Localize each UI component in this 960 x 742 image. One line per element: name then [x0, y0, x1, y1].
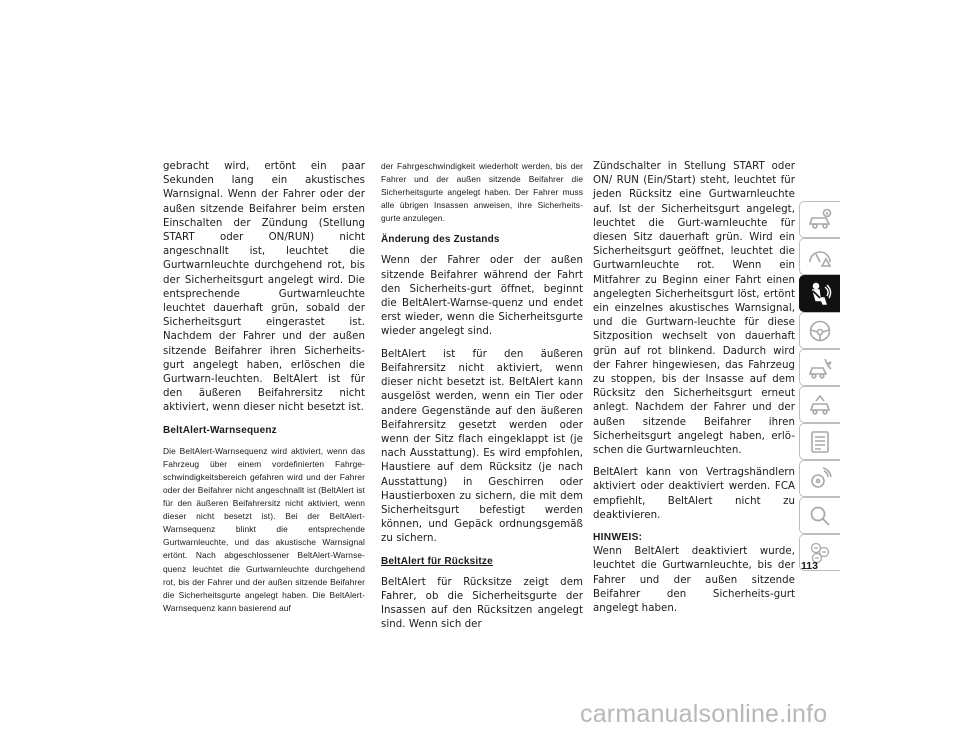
paragraph: Die BeltAlert-Warnsequenz wird aktiviert, wenn das Fahrzeug über einem vordefinierten Fahrge-schwindigkeitsbereich gefahren wird und der Fahrer oder der Beifahrer nicht angeschnallt ist (BeltAlert ist für den äußeren Beifahrersitz nicht aktiviert, wenn dieser nicht besetzt ist). Bei der BeltAlert-Warnsequenz blinkt die entsprechende Gurtwarnleuchte, und das akustische Warnsignal ertönt. Nach abgeschlossener BeltAlert-Warnse-quenz leuchtet die Gurtwarnleuchte durchgehend rot, bis der Fahrer und der außen sitzende Beifahrer die Sicherheitsgurte angelegt haben. Die BeltAlert-Warnsequenz kann basierend auf: [163, 445, 365, 613]
text-column-right: [593, 160, 795, 624]
steering-wheel-icon: [807, 318, 833, 344]
tab-dashboard[interactable]: [799, 238, 840, 275]
text-column-middle: [381, 160, 583, 640]
section-heading: Änderung des Zustands: [381, 234, 500, 246]
paragraph: BeltAlert ist für den äußeren Beifahrersitz nicht aktiviert, wenn dieser nicht besetzt ist. BeltAlert kann ausgelöst werden, wenn ein Tier oder andere Gegenstände auf den äußeren Beifahrersitz gesetzt werden oder wenn der Sitz flach eingeklappt ist (je nach Ausstattung). Es wird empfohlen, Haustiere auf dem Rücksitz (je nach Ausstattung) in Geschirren oder Haustierboxen zu sichern, die mit dem Sicherheitsgurt befestigt werden können, und Gepäck ordnungsgemäß zu sichern.: [381, 348, 583, 545]
multimedia-icon: [807, 466, 833, 492]
section-heading: BeltAlert-Warnsequenz: [163, 424, 277, 436]
tab-safety[interactable]: [799, 275, 840, 312]
section-heading: BeltAlert für Rücksitze: [381, 555, 493, 567]
tab-multimedia[interactable]: [799, 460, 840, 497]
magnifier-icon: [807, 503, 833, 529]
note: [593, 531, 795, 616]
seatbelt-airbag-icon: [807, 281, 833, 307]
tab-driving[interactable]: [799, 312, 840, 349]
paragraph: gebracht wird, ertönt ein paar Sekunden lang ein akustisches Warnsignal. Wenn der Fahrer oder der außen sitzende Beifahrer beim ersten Einschalten der Zündung (Stellung START oder ON/RUN) nicht angeschnallt ist, leuchtet die Gurtwarnleuchte durchgehend rot, bis der Sicherheitsgurt angelegt wird. Die entsprechende Gurtwarnleuchte leuchtet dauerhaft grün, sobald der Sicherheitsgurt eingerastet ist. Nachdem der Fahrer und der außen sitzende Beifahrer ihren Sicherheits-gurt angelegt haben, erlöschen die Gurtwarn-leuchten. BeltAlert ist für den äußeren Beifahrersitz nicht aktiviert, wenn dieser nicht besetzt ist.: [163, 161, 365, 414]
dashboard-warning-icon: [807, 244, 833, 270]
note-text: Wenn BeltAlert deaktiviert wurde, leuchtet die Gurtwarnleuchte, bis der Fahrer und der außen sitzende Beifahrer den Sicherheits-gurt angelegt haben.: [593, 546, 795, 615]
tab-car-info[interactable]: [799, 201, 840, 238]
car-info-icon: [807, 207, 833, 233]
note-label: HINWEIS:: [593, 532, 643, 544]
car-service-icon: [807, 392, 833, 418]
tab-emergency[interactable]: [799, 349, 840, 386]
page-number: 113: [801, 560, 818, 572]
chapter-tabs: [799, 201, 840, 571]
paragraph: der Fahrgeschwindigkeit wiederholt werden, bis der Fahrer und der außen sitzende Beifahrer die Sicherheitsgurte angelegt haben. Der Fahrer muss alle übrigen Insassen anweisen, ihre Sicherheits-gurte anzulegen.: [381, 161, 583, 224]
car-collision-icon: [807, 355, 833, 381]
paragraph: Zündschalter in Stellung START oder ON/ RUN (Ein/Start) steht, leuchtet für jeden Rücksitz eine Gurtwarnleuchte auf. Ist der Sicherheitsgurt angelegt, leuchtet die Gurt-warnleuchte für diesen Sitz dauerhaft grün. Wird ein Sicherheitsgurt geöffnet, leuchtet die Gurtwarnleuchte rot. Wenn ein Mitfahrer zu Beginn einer Fahrt einen angelegten Sicherheitsgurt löst, ertönt ein einzelnes akustisches Warnsignal, und die Gurtwarn-leuchte für diese Sitzposition wechselt von dauerhaft grün auf rot blinkend. Dadurch wird der Fahrer hingewiesen, das Fahrzeug zu stoppen, bis der Insasse auf dem Rücksitz den Sicherheitsgurt erneut anlegt. Nachdem der Fahrer und der außen sitzende Beifahrer ihren Sicherheitsgurt angelegt haben, erlö-schen die Gurtwarnleuchten.: [593, 161, 795, 457]
tab-specifications[interactable]: [799, 423, 840, 460]
watermark: carmanualsonline.info: [580, 700, 828, 728]
tab-service[interactable]: [799, 386, 840, 423]
paragraph: BeltAlert für Rücksitze zeigt dem Fahrer, ob die Sicherheitsgurte der Insassen auf den Rücksitzen angelegt sind. Wenn sich der: [381, 576, 583, 631]
tab-index[interactable]: [799, 497, 840, 534]
text-column-left: [163, 160, 365, 623]
specifications-list-icon: [807, 429, 833, 455]
paragraph: BeltAlert kann von Vertragshändlern aktiviert oder deaktiviert werden. FCA empfiehlt, BeltAlert nicht zu deaktivieren.: [593, 467, 795, 521]
paragraph: Wenn der Fahrer oder der außen sitzende Beifahrer während der Fahrt den Sicherheits-gurt öffnet, beginnt die BeltAlert-Warnse-quenz und endet erst wieder, wenn die Sicherheitsgurte wieder angelegt sind.: [381, 255, 583, 338]
